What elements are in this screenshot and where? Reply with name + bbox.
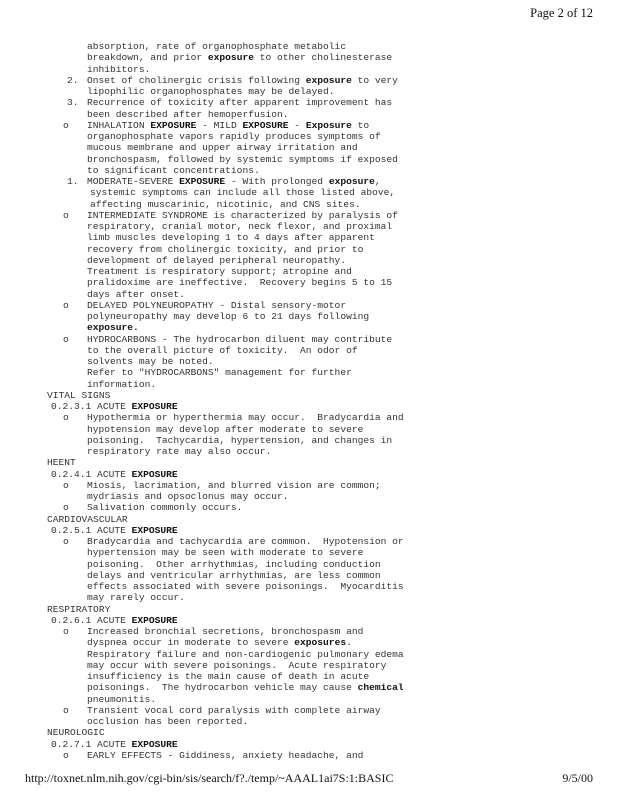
text-line: dyspnea occur in moderate to severe exposures.: [87, 637, 352, 649]
bullet-icon: o: [63, 119, 69, 131]
bullet-icon: o: [63, 704, 69, 716]
text-line: recovery from cholinergic toxicity, and prior to: [87, 243, 364, 255]
text-line: MODERATE-SEVERE EXPOSURE - With prolonged exposure,: [87, 176, 381, 187]
list-item: [0, 536, 620, 547]
subsection-heading: 0.2.7.1 ACUTE EXPOSURE: [51, 738, 178, 750]
list-item: [0, 334, 620, 345]
subsection-heading: 0.2.4.1 ACUTE EXPOSURE: [51, 468, 178, 480]
text-line: systemic symptoms can include all those listed above,: [90, 187, 396, 199]
text-line: Onset of cholinergic crisis following exposure to very: [87, 74, 398, 86]
text-line: Refer to "HYDROCARBONS" management for further: [87, 367, 352, 379]
text-line: respiratory rate may also occur.: [87, 446, 272, 457]
text-line: days after onset.: [87, 288, 185, 300]
page-indicator: Page 2 of 12: [530, 6, 593, 20]
footer-url: http://toxnet.nlm.nih.gov/cgi-bin/sis/search/f?./temp/~AAAL1ai7S:1:BASIC: [25, 771, 394, 785]
text-line: solvents may be noted.: [87, 356, 214, 367]
footer-date: 9/5/00: [562, 771, 593, 785]
text-line: to the overall picture of toxicity. An odor of: [87, 344, 358, 356]
text-line: to significant concentrations.: [87, 164, 260, 176]
text-line: poisonings. The hydrocarbon vehicle may cause chemical: [87, 682, 404, 694]
text-line: development of delayed peripheral neuropathy.: [87, 254, 347, 266]
text-line: limb muscles developing 1 to 4 days after apparent: [87, 232, 375, 244]
text-line: been described after hemoperfusion.: [87, 108, 289, 120]
text-line: occlusion has been reported.: [87, 716, 249, 727]
list-item: [0, 480, 620, 491]
bullet-icon: o: [63, 626, 69, 637]
section-heading-cardiovascular: CARDIOVASCULAR: [47, 513, 128, 525]
text-line: pneumonitis.: [87, 693, 157, 705]
text-line: Transient vocal cord paralysis with complete airway: [87, 704, 381, 716]
bullet-icon: o: [63, 209, 69, 221]
text-line: HYDROCARBONS - The hydrocarbon diluent may contribute: [87, 333, 393, 345]
bullet-icon: o: [63, 536, 69, 547]
bullet-icon: o: [63, 749, 69, 761]
section-heading-neurologic: NEUROLOGIC: [47, 727, 105, 739]
list-number: 1.: [67, 176, 79, 187]
text-line: Hypothermia or hyperthermia may occur. Bradycardia and: [87, 412, 404, 424]
list-item: [0, 300, 620, 311]
document-body: [0, 41, 620, 761]
subsection-heading: 0.2.5.1 ACUTE EXPOSURE: [51, 524, 178, 536]
list-item: [0, 412, 620, 423]
subsection-heading: 0.2.6.1 ACUTE EXPOSURE: [51, 614, 178, 626]
text-line: effects associated with severe poisonings. Myocarditis: [87, 581, 404, 592]
list-item: [0, 210, 620, 221]
text-line: delays and ventricular arrhythmias, are less common: [87, 569, 381, 581]
list-item: [0, 750, 620, 761]
text-line: polyneuropathy may develop 6 to 21 days following: [87, 311, 370, 322]
text-line: may rarely occur.: [87, 592, 185, 604]
text-line: mucous membrane and upper airway irritation and: [87, 142, 358, 154]
list-number: 2.: [67, 74, 79, 86]
text-line: insufficiency is the main cause of death in acute: [87, 671, 370, 682]
list-item: [0, 75, 620, 86]
bullet-icon: o: [63, 333, 69, 345]
text-line: breakdown, and prior exposure to other cholinesterase: [87, 52, 393, 64]
text-line: DELAYED POLYNEUROPATHY - Distal sensory-motor: [87, 299, 347, 311]
text-line: affecting muscarinic, nicotinic, and CNS sites.: [90, 198, 361, 210]
text-line: Bradycardia and tachycardia are common. Hypotension or: [87, 536, 404, 547]
list-item: [0, 626, 620, 637]
text-line: pralidoxime are ineffective. Recovery begins 5 to 15: [87, 277, 393, 289]
bullet-icon: o: [63, 502, 69, 514]
bullet-icon: o: [63, 479, 69, 491]
text-line: poisoning. Tachycardia, hypertension, and changes in: [87, 434, 393, 446]
section-heading-vital-signs: VITAL SIGNS: [47, 389, 111, 401]
text-line: poisoning. Other arrhythmias, including conduction: [87, 558, 381, 570]
list-item: [0, 176, 620, 187]
text-line: may occur with severe poisonings. Acute respiratory: [87, 659, 387, 671]
text-line: Treatment is respiratory support; atropine and: [87, 266, 352, 277]
text-line: Recurrence of toxicity after apparent improvement has: [87, 97, 393, 109]
text-line: INHALATION EXPOSURE - MILD EXPOSURE - Exposure to: [87, 119, 370, 131]
list-item: [0, 120, 620, 131]
text-line: exposure.: [87, 322, 139, 334]
list-item: [0, 705, 620, 716]
text-line: INTERMEDIATE SYNDROME is characterized by paralysis of: [87, 209, 398, 221]
text-line: hypotension may develop after moderate to severe: [87, 423, 364, 435]
subsection-heading: 0.2.3.1 ACUTE EXPOSURE: [51, 401, 178, 412]
text-line: information.: [87, 378, 157, 390]
text-line: absorption, rate of organophosphate metabolic: [87, 41, 347, 52]
text-line: mydriasis and opsoclonus may occur.: [87, 491, 289, 502]
bullet-icon: o: [63, 299, 69, 311]
text-line: organophosphate vapors rapidly produces symptoms of: [87, 131, 381, 142]
list-item: [0, 97, 620, 108]
bullet-icon: o: [63, 412, 69, 424]
text-line: Respiratory failure and non-cardiogenic pulmonary edema: [87, 648, 404, 660]
text-line: bronchospasm, followed by systemic symptoms if exposed: [87, 153, 398, 165]
text-line: Salivation commonly occurs.: [87, 502, 243, 514]
section-heading-respiratory: RESPIRATORY: [47, 603, 111, 615]
section-heading-heent: HEENT: [47, 457, 76, 469]
text-line: inhibitors.: [87, 63, 151, 75]
text-line: Miosis, lacrimation, and blurred vision are common;: [87, 479, 381, 491]
text-line: lipophilic organophosphates may be delayed.: [87, 86, 335, 97]
text-line: EARLY EFFECTS - Giddiness, anxiety headache, and: [87, 749, 364, 761]
text-line: hypertension may be seen with moderate to severe: [87, 547, 364, 559]
list-number: 3.: [67, 97, 79, 109]
text-line: Increased bronchial secretions, bronchospasm and: [87, 626, 364, 637]
list-item: [0, 502, 620, 513]
text-line: respiratory, cranial motor, neck flexor, and proximal: [87, 221, 393, 232]
